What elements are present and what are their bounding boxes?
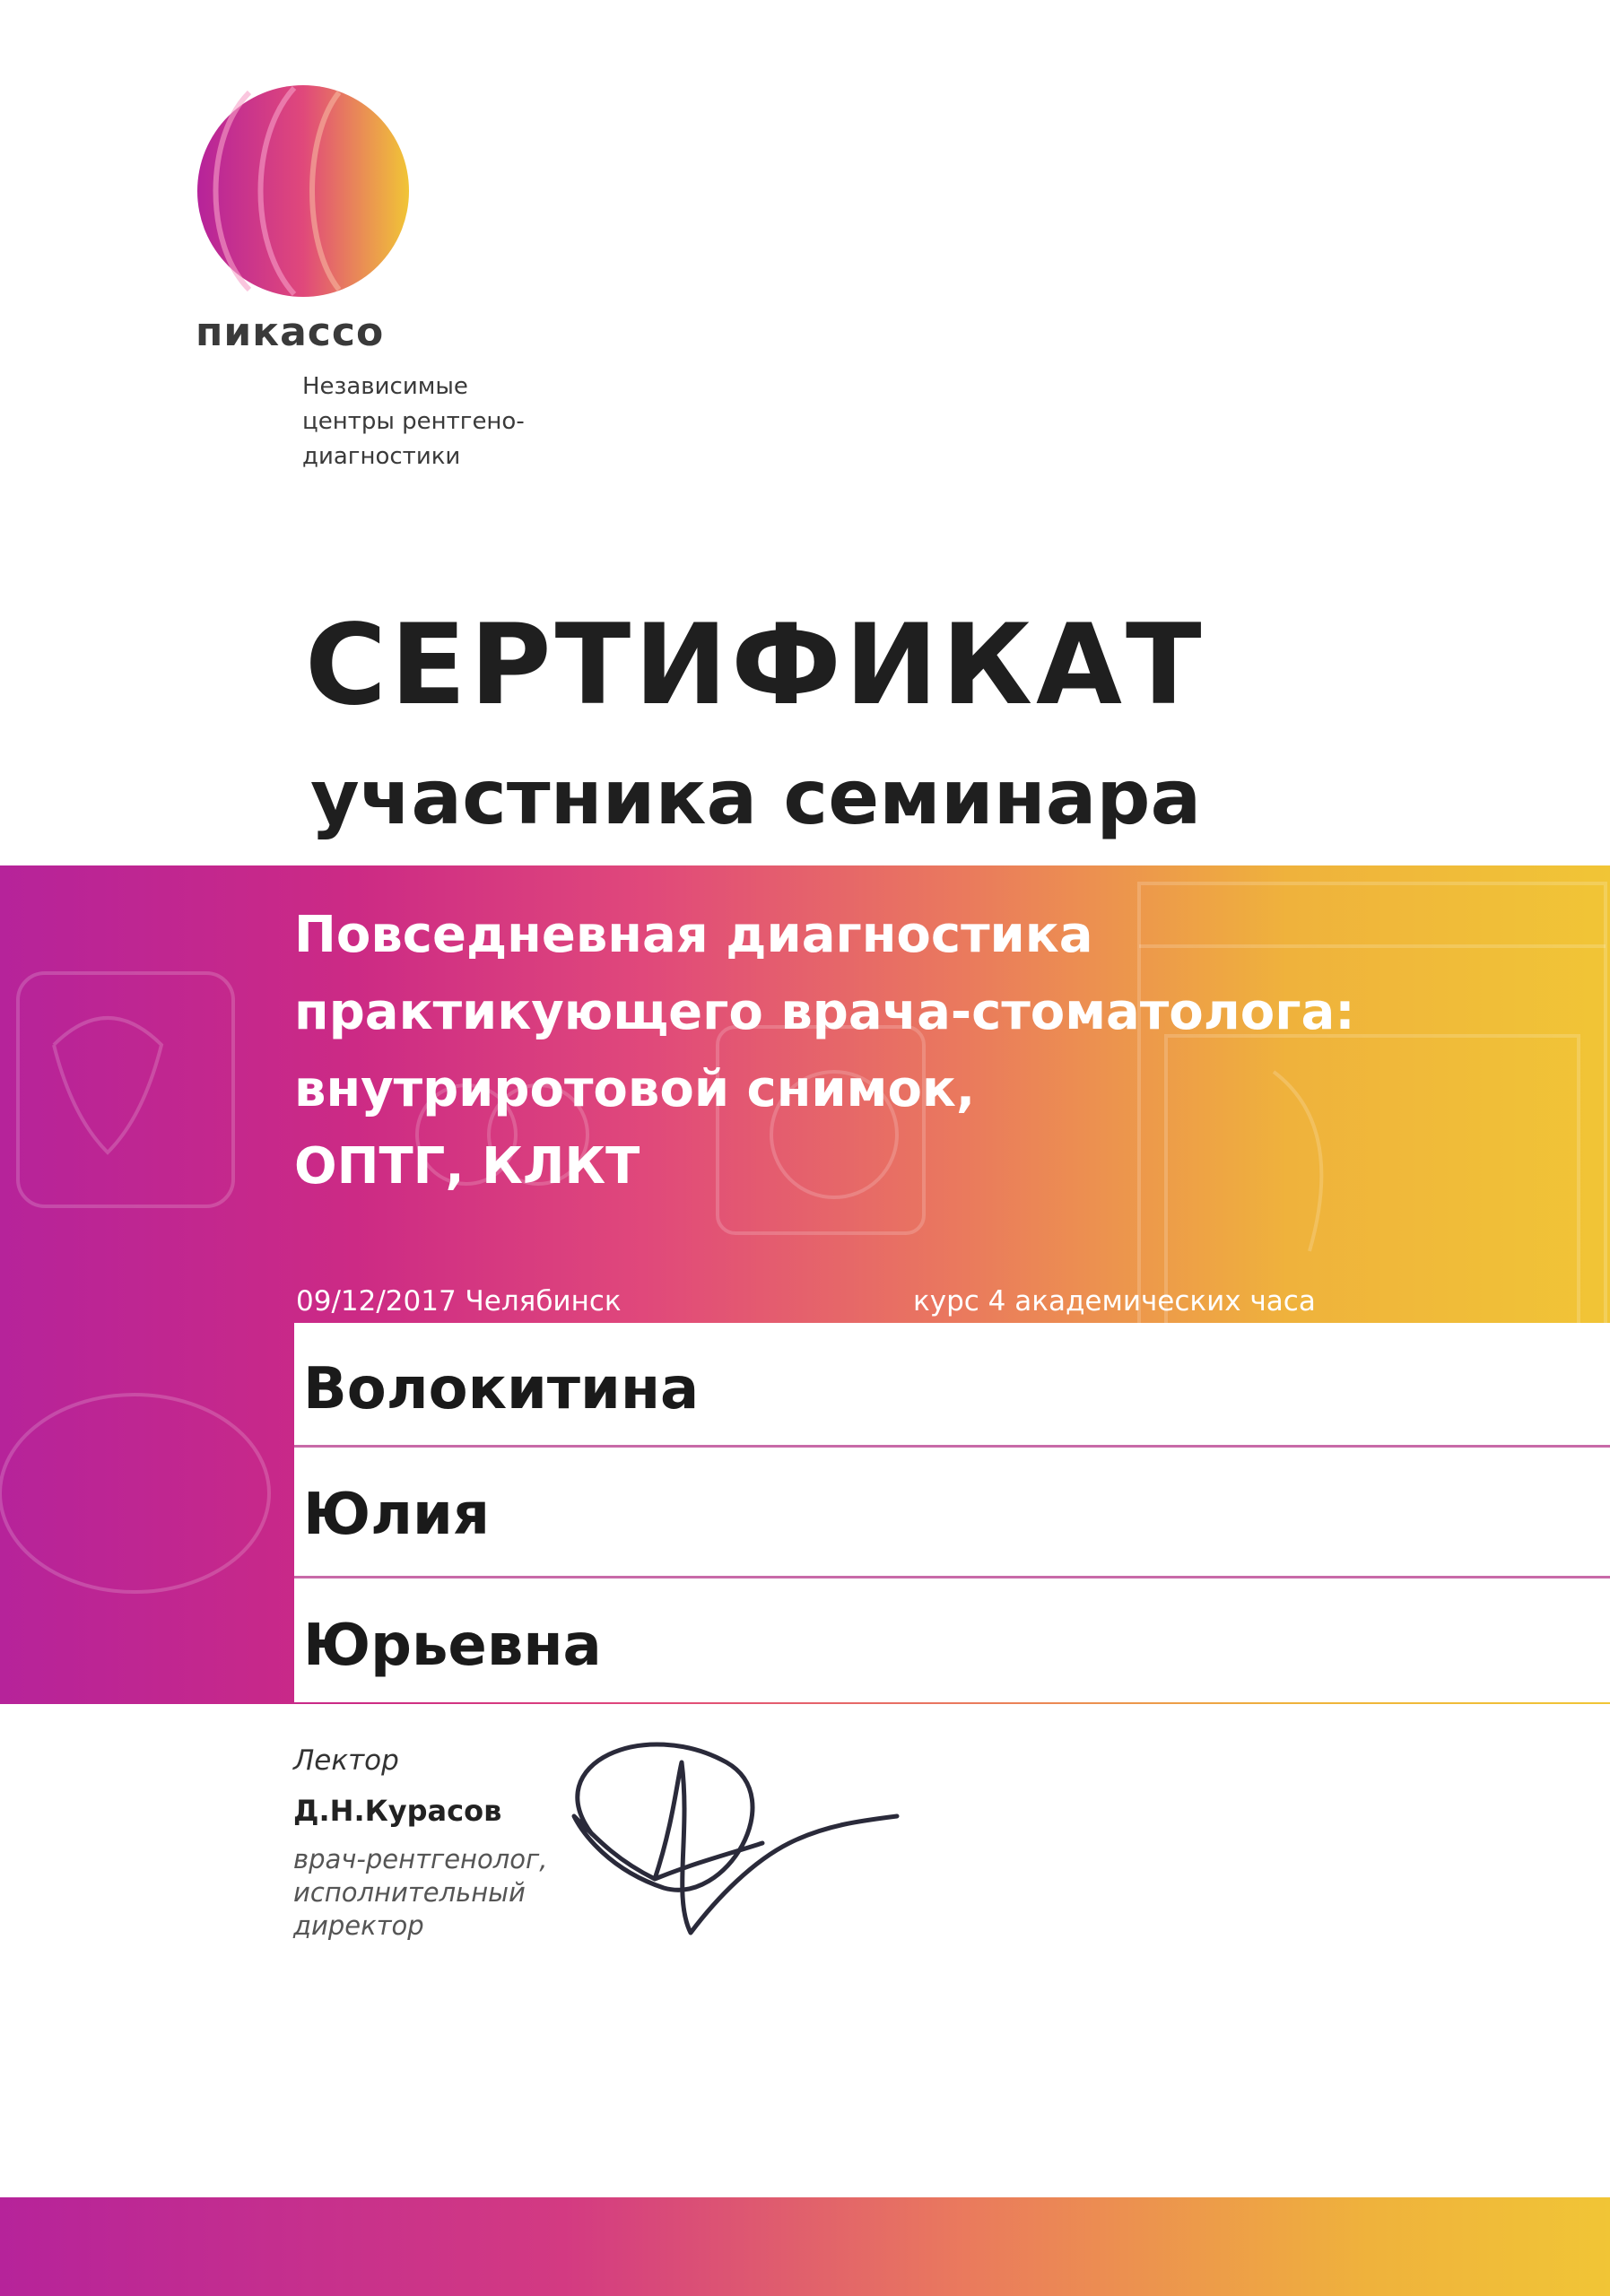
lecturer-label: Лектор	[293, 1744, 399, 1777]
participant-patronymic-row	[294, 1579, 1610, 1712]
signature-icon	[520, 1726, 906, 1960]
certificate-subtitle: участника семинара	[310, 753, 1202, 841]
bottom-decor-band	[0, 2197, 1610, 2296]
participant-panel	[294, 1323, 1610, 1702]
picasso-logo-icon	[196, 83, 411, 299]
participant-name: Юлия	[303, 1482, 490, 1548]
participant-surname-row	[294, 1323, 1610, 1456]
participant-patronymic: Юрьевна	[303, 1613, 602, 1679]
brand-tagline: Независимые центры рентгено- диагностики	[302, 373, 525, 470]
lecturer-role: врач-рентгенолог, исполнительный директор	[293, 1844, 548, 1941]
lecturer-name: Д.Н.Курасов	[293, 1794, 502, 1828]
row-divider	[294, 1445, 1610, 1448]
course-duration: курс 4 академических часа	[913, 1285, 1316, 1318]
certificate-title: СЕРТИФИКАТ	[305, 601, 1205, 730]
participant-surname: Волокитина	[303, 1356, 700, 1422]
participant-name-row	[294, 1448, 1610, 1581]
row-divider	[294, 1576, 1610, 1578]
brand-name: пикассо	[196, 309, 385, 355]
course-title: Повседневная диагностика практикующего врача-стоматолога: внутриротовой снимок, ОПТГ, КЛКТ	[294, 906, 1355, 1196]
course-date-city: 09/12/2017 Челябинск	[296, 1285, 622, 1318]
